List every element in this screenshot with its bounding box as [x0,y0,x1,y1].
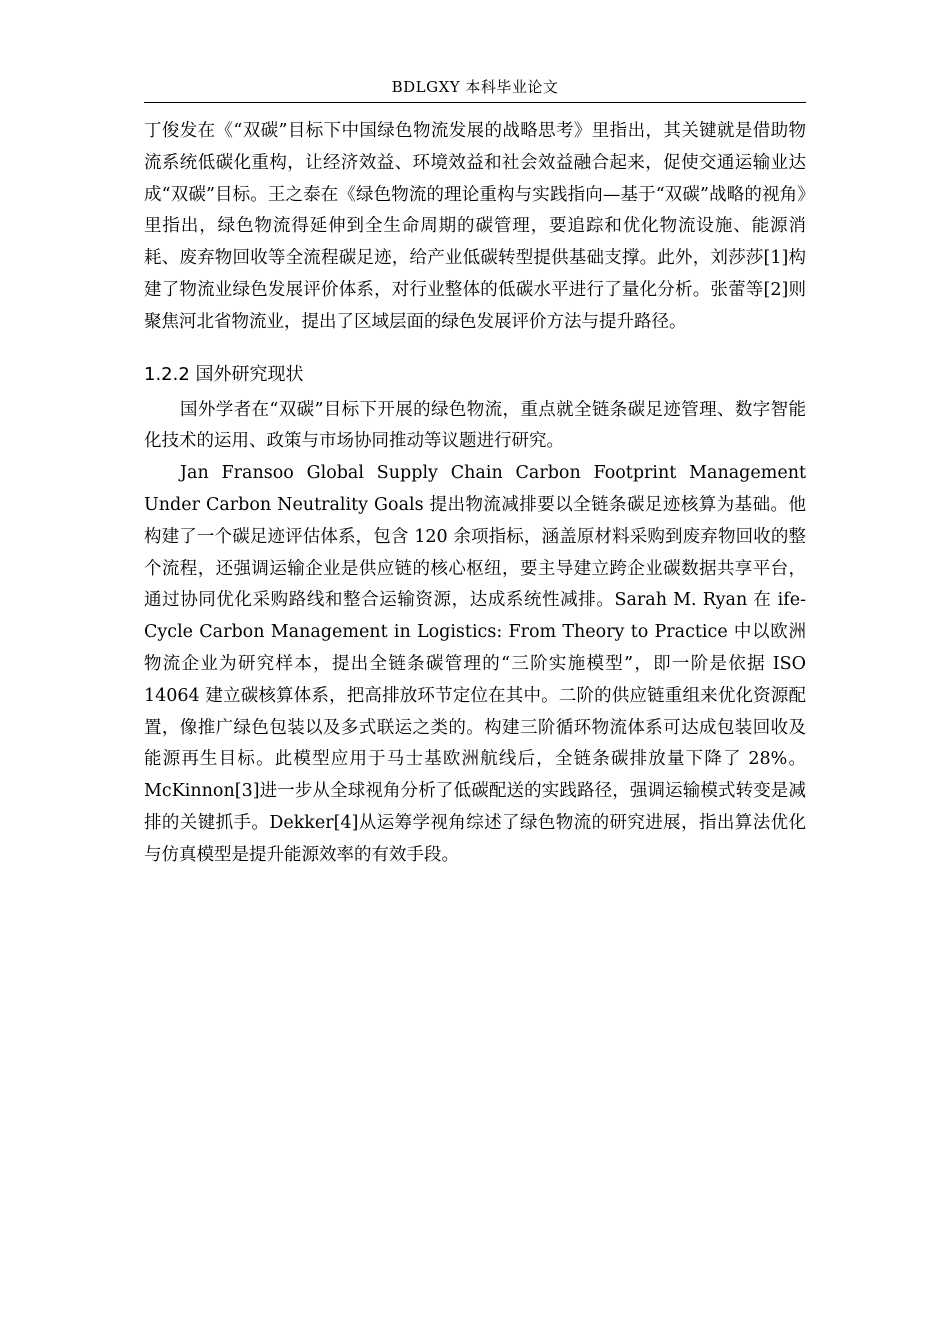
paragraph-domestic-research-continued: 丁俊发在《“双碳”目标下中国绿色物流发展的战略思考》里指出，其关键就是借助物流系统低碳化重构，让经济效益、环境效益和社会效益融合起来，促使交通运输业达成“双碳”目标。王之泰在《绿色物流的理论重构与实践指向—基于“双碳”战略的视角》里指出，绿色物流得延伸到全生命周期的碳管理，要追踪和优化物流设施、能源消耗、废弃物回收等全流程碳足迹，给产业低碳转型提供基础支撑。此外，刘莎莎[1]构建了物流业绿色发展评价体系，对行业整体的低碳水平进行了量化分析。张蕾等[2]则聚焦河北省物流业，提出了区域层面的绿色发展评价方法与提升路径。 [144,121,806,332]
paragraph-foreign-research-intro: 国外学者在“双碳”目标下开展的绿色物流，重点就全链条碳足迹管理、数字智能化技术的运用、政策与市场协同推动等议题进行研究。 [144,399,806,452]
page-header [144,76,806,103]
header-title: BDLGXY 本科毕业论文 [391,78,559,96]
page-body [144,116,806,872]
paragraph-foreign-research-detail: Jan Fransoo Global Supply Chain Carbon Footprint Management Under Carbon Neutrality Goals 提出物流减排要以全链条碳足迹核算为基础。他构建了一个碳足迹评估体系，包含 120 余项指标，涵盖原材料采购到废弃物回收的整个流程，还强调运输企业是供应链的核心枢纽，要主导建立跨企业碳数据共享平台，通过协同优化采购路线和整合运输资源，达成系统性减排。Sarah M. Ryan 在 ife-Cycle Carbon Management in Logistics: From Theory to Practice 中以欧洲物流企业为研究样本，提出全链条碳管理的“三阶实施模型”，即一阶是依据 ISO 14064 建立碳核算体系，把高排放环节定位在其中。二阶的供应链重组来优化资源配置，像推广绿色包装以及多式联运之类的。构建三阶循环物流体系可达成包装回收及能源再生目标。此模型应用于马士基欧洲航线后，全链条碳排放量下降了 28%。McKinnon[3]进一步从全球视角分析了低碳配送的实践路径，强调运输模式转变是减排的关键抓手。Dekker[4]从运筹学视角综述了绿色物流的研究进展，指出算法优化与仿真模型是提升能源效率的有效手段。 [144,463,806,865]
section-heading-foreign-research: 1.2.2 国外研究现状 [144,363,304,385]
